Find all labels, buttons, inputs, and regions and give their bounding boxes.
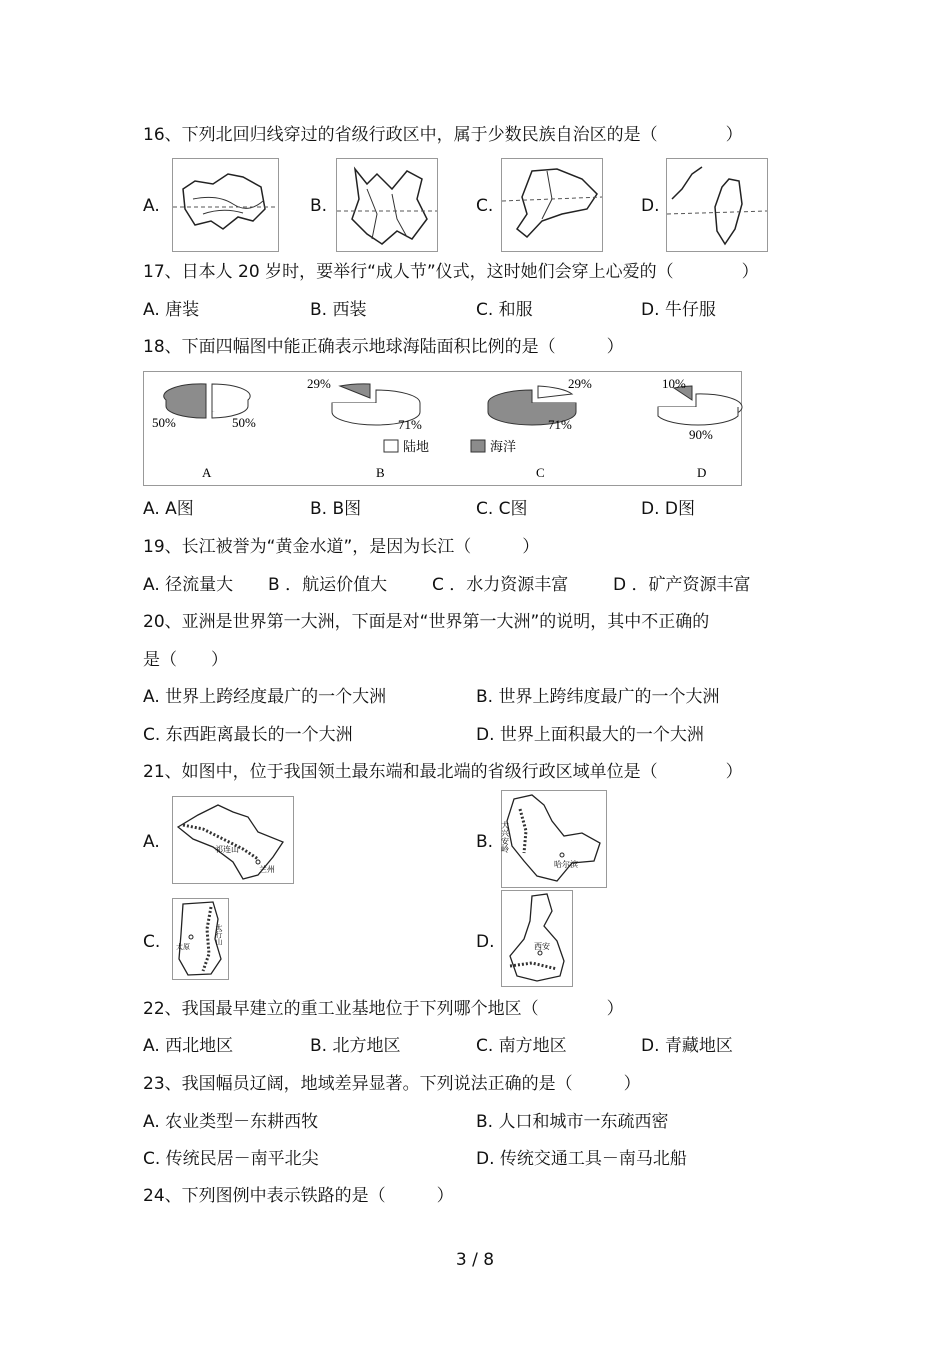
pie-d-caption: D	[697, 465, 707, 480]
q16-map-c	[501, 158, 603, 252]
pie-c-caption: C	[536, 465, 545, 480]
question-22-stem: 22、我国最早建立的重工业基地位于下列哪个地区（ ）	[143, 999, 624, 1019]
pie-b-top-label: 29%	[307, 376, 331, 391]
q16-option-d-label[interactable]: D.	[641, 196, 660, 216]
question-24-stem: 24、下列图例中表示铁路的是（ ）	[143, 1186, 454, 1206]
q17-option-b[interactable]: B. 西装	[310, 300, 367, 320]
pie-c-bottom-label: 71%	[548, 417, 572, 432]
pie-d	[658, 386, 742, 425]
pie-d-top-label: 10%	[662, 376, 686, 391]
q20-option-d[interactable]: D. 世界上面积最大的一个大洲	[476, 725, 704, 745]
map-a-label-qilian: 祁连山	[215, 845, 239, 854]
q19-option-d[interactable]: D ．矿产资源丰富	[613, 575, 751, 595]
q23-option-a[interactable]: A. 农业类型－东耕西牧	[143, 1112, 319, 1132]
q18-option-d[interactable]: D. D图	[641, 499, 695, 519]
question-18-stem: 18、下面四幅图中能正确表示地球海陆面积比例的是（ ）	[143, 337, 624, 357]
q18-pie-figure	[143, 371, 742, 486]
page-number: 3 / 8	[455, 1250, 495, 1270]
q16-option-c-label[interactable]: C.	[476, 196, 494, 216]
map-c-label-taiyuan: 太原	[176, 943, 190, 951]
pie-a-right-label: 50%	[232, 415, 256, 430]
q21-option-a-label[interactable]: A.	[143, 832, 160, 852]
question-17-stem: 17、日本人 20 岁时，要举行“成人节”仪式，这时她们会穿上心爱的（ ）	[143, 262, 759, 282]
q21-map-c	[172, 898, 229, 980]
pie-a-left-label: 50%	[152, 415, 176, 430]
map-b-label-harbin: 哈尔滨	[554, 860, 578, 869]
q23-option-c[interactable]: C. 传统民居－南平北尖	[143, 1149, 319, 1169]
question-21-stem: 21、如图中，位于我国领土最东端和最北端的省级行政区域单位是（ ）	[143, 762, 743, 782]
q16-option-a-label[interactable]: A.	[143, 196, 160, 216]
q18-option-b[interactable]: B. B图	[310, 499, 362, 519]
legend-sea-label: 海洋	[490, 440, 517, 455]
q17-option-c[interactable]: C. 和服	[476, 300, 533, 320]
q17-option-a[interactable]: A. 唐装	[143, 300, 200, 320]
q21-option-c-label[interactable]: C.	[143, 932, 161, 952]
q23-option-d[interactable]: D. 传统交通工具－南马北船	[476, 1149, 687, 1169]
q21-map-a	[172, 796, 294, 884]
pie-a	[164, 384, 250, 418]
q21-map-d	[501, 890, 573, 987]
q22-option-c[interactable]: C. 南方地区	[476, 1036, 567, 1056]
pie-d-bottom-label: 90%	[689, 427, 713, 442]
legend-land-label: 陆地	[403, 440, 430, 455]
q16-map-b	[336, 158, 438, 252]
q19-option-b[interactable]: B ．航运价值大	[268, 575, 388, 595]
q16-map-d	[666, 158, 768, 252]
q16-map-a	[172, 158, 279, 252]
q16-option-b-label[interactable]: B.	[310, 196, 328, 216]
map-c-label-taihang: 太行山	[215, 924, 223, 945]
q21-option-b-label[interactable]: B.	[476, 832, 494, 852]
q22-option-a[interactable]: A. 西北地区	[143, 1036, 234, 1056]
q18-option-a[interactable]: A. A图	[143, 499, 194, 519]
question-23-stem: 23、我国幅员辽阔，地域差异显著。下列说法正确的是（ ）	[143, 1074, 641, 1094]
q20-option-a[interactable]: A. 世界上跨经度最广的一个大洲	[143, 687, 387, 707]
pie-b-caption: B	[376, 465, 385, 480]
map-b-label-daxinganling: 大兴安岭	[500, 821, 510, 853]
q20-option-b[interactable]: B. 世界上跨纬度最广的一个大洲	[476, 687, 720, 707]
q22-option-d[interactable]: D. 青藏地区	[641, 1036, 733, 1056]
legend-sea-swatch	[471, 440, 485, 452]
q21-option-d-label[interactable]: D.	[476, 932, 495, 952]
q18-option-c[interactable]: C. C图	[476, 499, 528, 519]
question-16-stem: 16、下列北回归线穿过的省级行政区中，属于少数民族自治区的是（ ）	[143, 125, 743, 145]
question-20-stem-line2: 是（ ）	[143, 650, 228, 670]
q23-option-b[interactable]: B. 人口和城市一东疏西密	[476, 1112, 669, 1132]
map-d-label-xian: 西安	[534, 942, 550, 951]
map-a-label-lanzhou: 兰州	[259, 865, 275, 874]
q19-option-a[interactable]: A. 径流量大	[143, 575, 234, 595]
question-20-stem-line1: 20、亚洲是世界第一大洲，下面是对“世界第一大洲”的说明，其中不正确的	[143, 612, 710, 632]
q20-option-c[interactable]: C. 东西距离最长的一个大洲	[143, 725, 353, 745]
pie-a-caption: A	[202, 465, 212, 480]
q19-option-c[interactable]: C ．水力资源丰富	[432, 575, 569, 595]
legend-land-swatch	[384, 440, 398, 452]
q17-option-d[interactable]: D. 牛仔服	[641, 300, 716, 320]
pie-c-top-label: 29%	[568, 376, 592, 391]
q21-map-b	[501, 790, 607, 888]
pie-b-bottom-label: 71%	[398, 417, 422, 432]
q22-option-b[interactable]: B. 北方地区	[310, 1036, 401, 1056]
question-19-stem: 19、长江被誉为“黄金水道”，是因为长江（ ）	[143, 537, 540, 557]
